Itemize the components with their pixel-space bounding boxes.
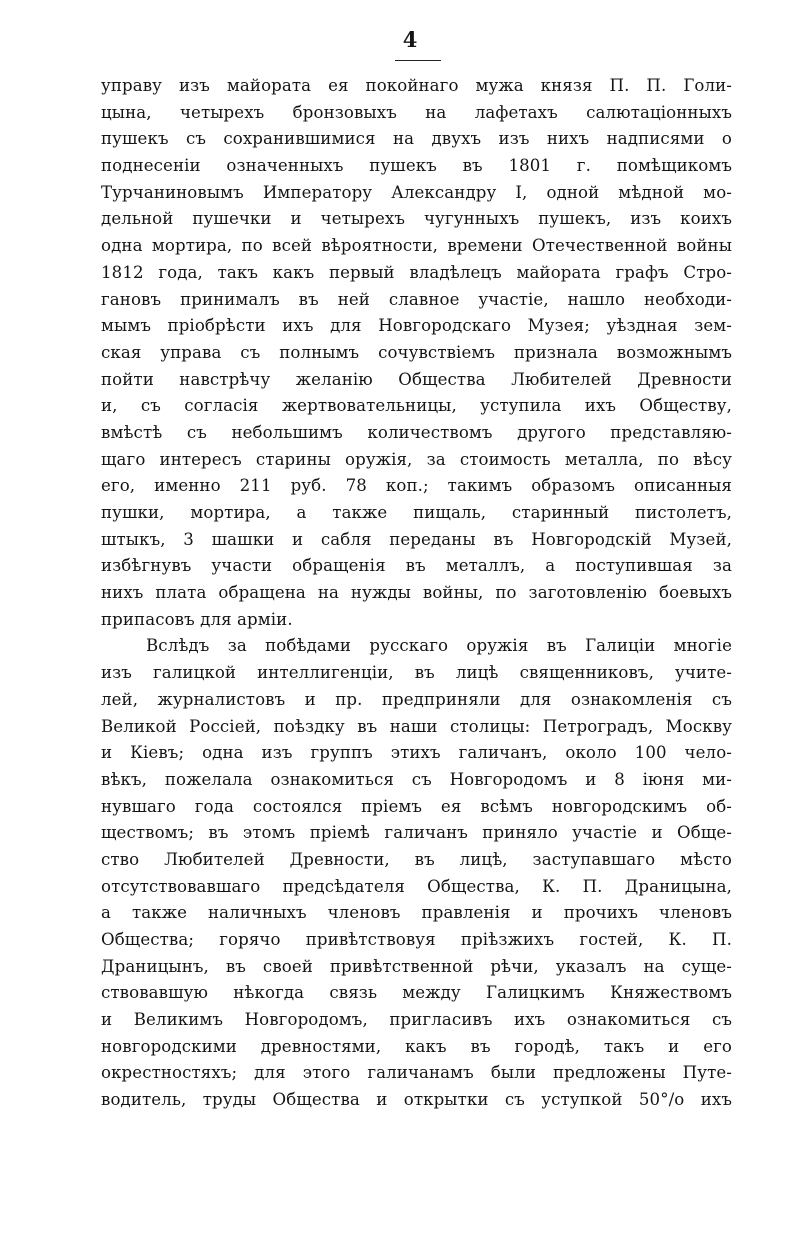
text-line: гановъ принималъ въ ней славное участіе, нашло необходи- bbox=[101, 289, 732, 309]
text-line: поднесеніи означенныхъ пушекъ въ 1801 г. помѣщикомъ bbox=[101, 156, 732, 176]
paragraph-2 bbox=[101, 633, 732, 1113]
text-line: Великой Россіей, поѣздку въ наши столицы: Петроградъ, Москву bbox=[101, 716, 732, 736]
text-line: ство Любителей Древности, въ лицѣ, заступавшаго мѣсто bbox=[101, 849, 732, 869]
text-line: пойти навстрѣчу желанію Общества Любителей Древности bbox=[101, 369, 732, 389]
text-line: цына, четырехъ бронзовыхъ на лафетахъ салютаціонныхъ bbox=[101, 102, 732, 122]
page-number: 4 bbox=[402, 27, 418, 52]
text-line: ществомъ; въ этомъ пріемѣ галичанъ приняло участіе и Обще- bbox=[101, 823, 732, 843]
text-line: ская управа съ полнымъ сочувствіемъ признала возможнымъ bbox=[101, 342, 732, 362]
text-line: водитель, труды Общества и открытки съ уступкой 50°/о ихъ bbox=[101, 1090, 732, 1110]
text-line: 1812 года, такъ какъ первый владѣлецъ майората графъ Стро- bbox=[101, 262, 732, 282]
text-line: избѣгнувъ участи обращенія въ металлъ, а поступившая за bbox=[101, 556, 732, 576]
text-line: нихъ плата обращена на нужды войны, по заготовленію боевыхъ bbox=[101, 583, 732, 603]
text-line: вѣкъ, пожелала ознакомиться съ Новгородомъ и 8 іюня ми- bbox=[101, 769, 732, 789]
text-line: Общества; горячо привѣтствовуя пріѣзжихъ гостей, К. П. bbox=[101, 930, 732, 949]
text-line: штыкъ, 3 шашки и сабля переданы въ Новгородскій Музей, bbox=[101, 529, 732, 549]
text-line: щаго интересъ старины оружія, за стоимость металла, по вѣсу bbox=[101, 449, 732, 469]
text-line: новгородскими древностями, какъ въ городѣ, такъ и его bbox=[101, 1036, 732, 1056]
text-line: ствовавшую нѣкогда связь между Галицкимъ Княжествомъ bbox=[101, 983, 732, 1003]
text-line: и, съ согласія жертвовательницы, уступила ихъ Обществу, bbox=[101, 396, 732, 416]
text-line: управу изъ майората ея покойнаго мужа князя П. П. Голи- bbox=[101, 76, 732, 95]
text-line: Вслѣдъ за побѣдами русскаго оружія въ Галиціи многіе bbox=[146, 636, 732, 656]
text-line: отсутствовавшаго предсѣдателя Общества, К. П. Драницына, bbox=[101, 876, 732, 896]
text-line: и Кіевъ; одна изъ группъ этихъ галичанъ, около 100 чело- bbox=[101, 743, 732, 763]
text-line: пушки, мортира, а также пищаль, старинный пистолетъ, bbox=[101, 503, 732, 522]
text-line: вмѣстѣ съ небольшимъ количествомъ другого представляю- bbox=[101, 422, 732, 442]
text-line: нувшаго года состоялся пріемъ ея всѣмъ новгородскимъ об- bbox=[101, 796, 732, 816]
text-line: одна мортира, по всей вѣроятности, времени Отечественной войны bbox=[101, 236, 732, 256]
text-line: дельной пушечки и четырехъ чугунныхъ пушекъ, изъ коихъ bbox=[101, 209, 732, 229]
paragraph-1 bbox=[101, 73, 732, 633]
text-line: лей, журналистовъ и пр. предприняли для ознакомленія съ bbox=[101, 689, 732, 709]
text-line: припасовъ для арміи. bbox=[101, 609, 293, 629]
text-line: его, именно 211 руб. 78 коп.; такимъ образомъ описанныя bbox=[101, 476, 732, 496]
text-line: Турчаниновымъ Императору Александру I, одной мѣдной мо- bbox=[101, 182, 732, 202]
text-line: и Великимъ Новгородомъ, пригласивъ ихъ ознакомиться съ bbox=[101, 1010, 732, 1030]
text-line: пушекъ съ сохранившимися на двухъ изъ нихъ надписями о bbox=[101, 129, 732, 149]
page-number-rule bbox=[395, 60, 441, 61]
text-line: Драницынъ, въ своей привѣтственной рѣчи, указалъ на суще- bbox=[101, 956, 732, 976]
text-line: окрестностяхъ; для этого галичанамъ были предложены Путе- bbox=[101, 1063, 732, 1083]
text-line: мымъ пріобрѣсти ихъ для Новгородскаго Музея; уѣздная зем- bbox=[101, 316, 732, 336]
body-text bbox=[101, 73, 732, 1114]
text-line: изъ галицкой интеллигенціи, въ лицѣ священниковъ, учите- bbox=[101, 663, 732, 683]
text-line: а также наличныхъ членовъ правленія и прочихъ членовъ bbox=[101, 903, 732, 923]
